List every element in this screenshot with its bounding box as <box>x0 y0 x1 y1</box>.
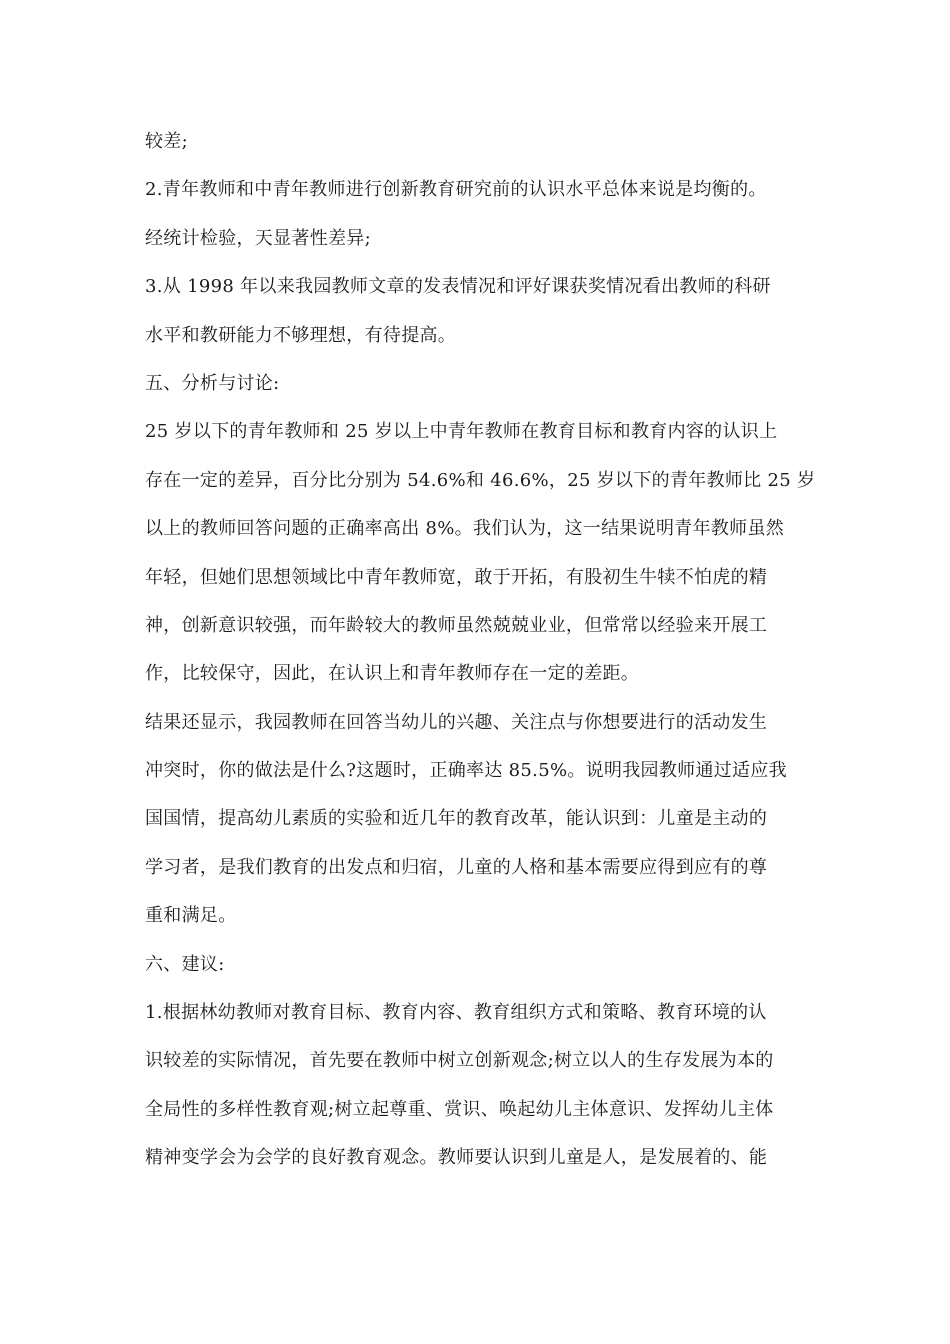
text-line: 25 岁以下的青年教师和 25 岁以上中青年教师在教育目标和教育内容的认识上 <box>145 421 778 443</box>
text-line: 精神变学会为会学的良好教育观念。教师要认识到儿童是人，是发展着的、能 <box>145 1147 768 1169</box>
document-body <box>145 118 816 1183</box>
section-heading: 六、建议: <box>145 953 225 975</box>
text-line: 结果还显示，我园教师在回答当幼儿的兴趣、关注点与你想要进行的活动发生 <box>145 711 768 733</box>
text-line: 1.根据林幼教师对教育目标、教育内容、教育组织方式和策略、教育环境的认 <box>145 1002 767 1024</box>
text-line: 全局性的多样性教育观;树立起尊重、赏识、唤起幼儿主体意识、发挥幼儿主体 <box>145 1098 774 1120</box>
text-line: 水平和教研能力不够理想，有待提高。 <box>145 324 457 346</box>
text-line: 3.从 1998 年以来我园教师文章的发表情况和评好课获奖情况看出教师的科研 <box>145 276 771 298</box>
text-line: 年轻，但她们思想领域比中青年教师宽，敢于开拓，有股初生牛犊不怕虎的精 <box>145 566 768 588</box>
text-line: 作，比较保守，因此，在认识上和青年教师存在一定的差距。 <box>145 663 640 685</box>
text-line: 较差; <box>145 131 188 152</box>
text-line: 学习者，是我们教育的出发点和归宿，儿童的人格和基本需要应得到应有的尊 <box>145 856 768 878</box>
text-line: 识较差的实际情况，首先要在教师中树立创新观念;树立以人的生存发展为本的 <box>145 1050 774 1072</box>
text-line: 冲突时，你的做法是什么?这题时，正确率达 85.5%。说明我园教师通过适应我 <box>145 760 787 782</box>
text-line: 2.青年教师和中青年教师进行创新教育研究前的认识水平总体来说是均衡的。 <box>145 179 767 201</box>
text-line: 经统计检验，天显著性差异; <box>145 227 371 249</box>
text-line: 以上的教师回答问题的正确率高出 8%。我们认为，这一结果说明青年教师虽然 <box>145 518 785 540</box>
text-line: 存在一定的差异，百分比分别为 54.6%和 46.6%，25 岁以下的青年教师比 25 岁 <box>145 469 816 491</box>
text-line: 国国情，提高幼儿素质的实验和近几年的教育改革，能认识到：儿童是主动的 <box>145 808 768 830</box>
section-heading: 五、分析与讨论: <box>145 372 280 394</box>
text-line: 神，创新意识较强，而年龄较大的教师虽然兢兢业业，但常常以经验来开展工 <box>145 614 768 636</box>
text-line: 重和满足。 <box>145 905 237 927</box>
